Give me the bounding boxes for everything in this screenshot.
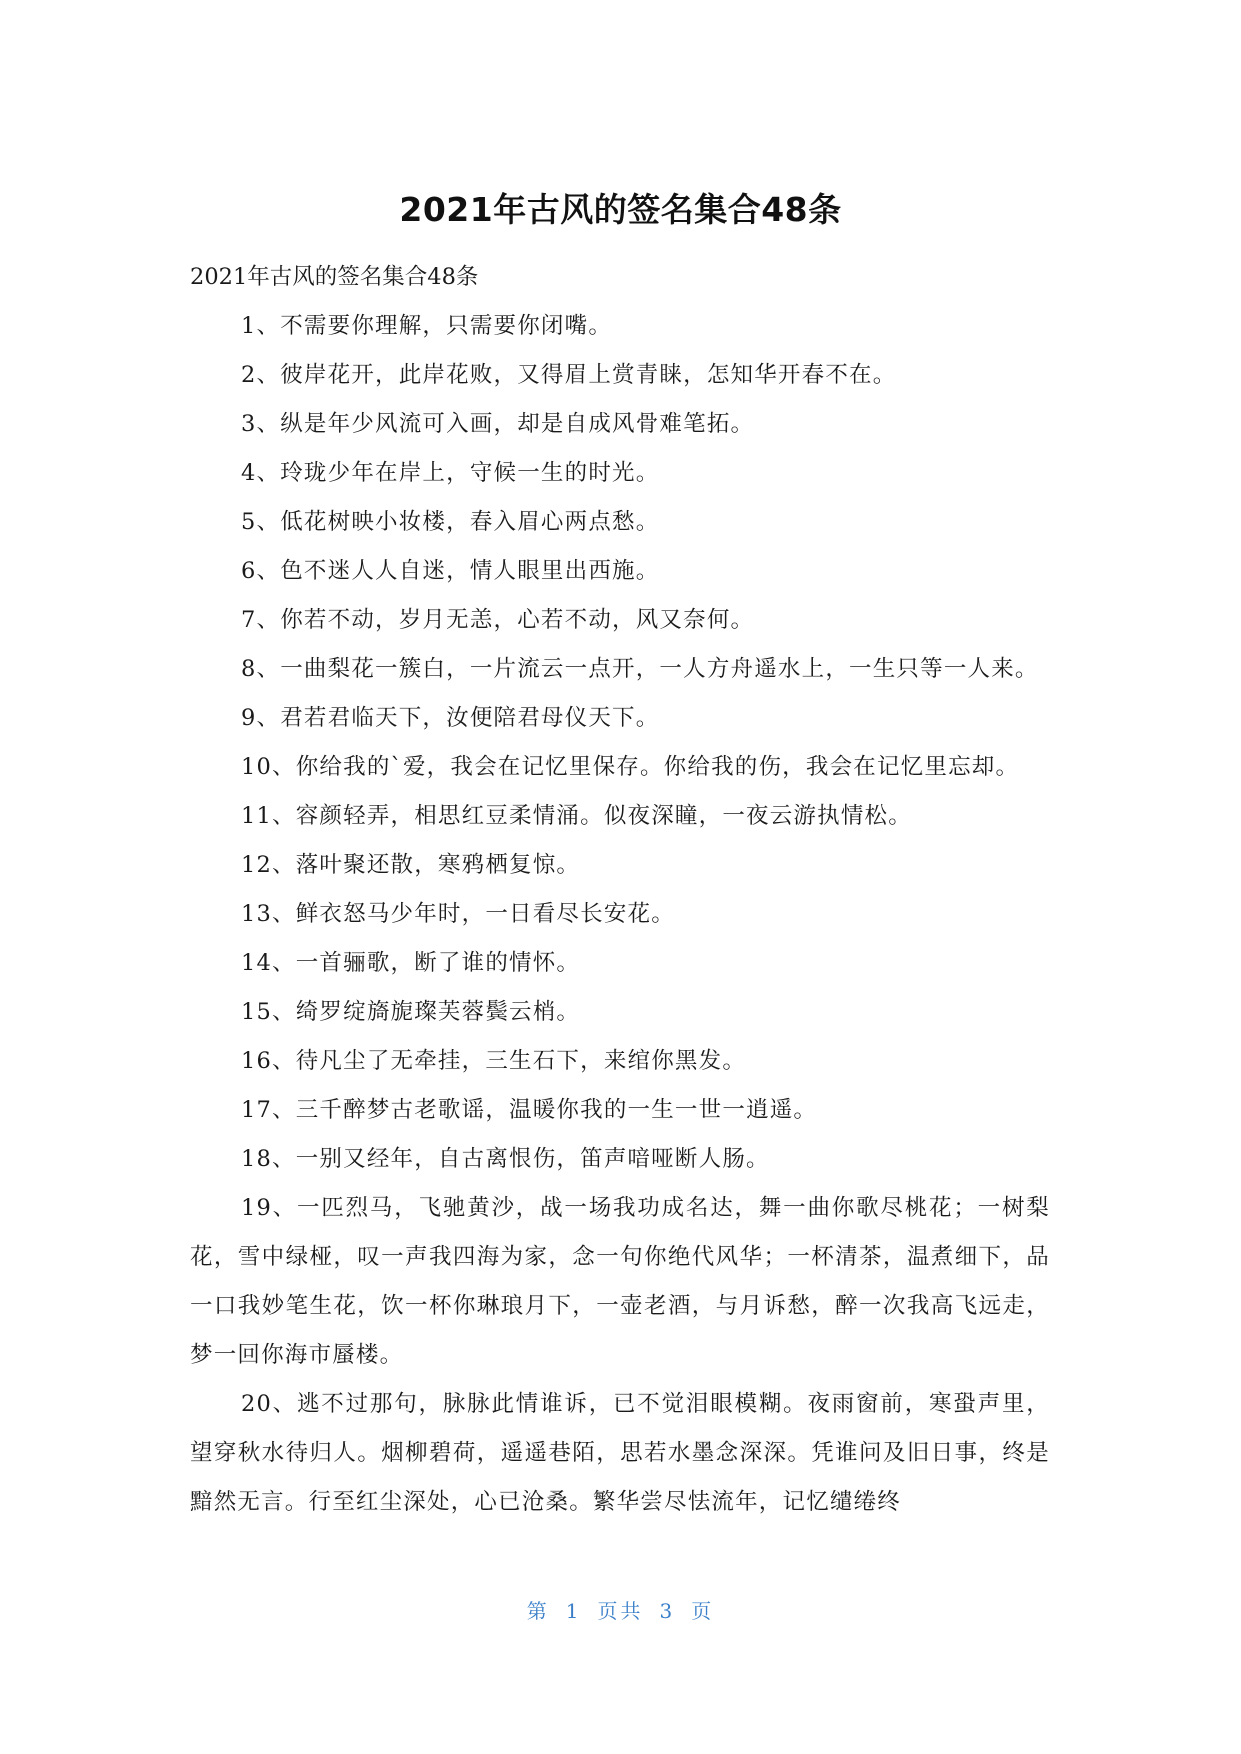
page-number-total: 3 bbox=[659, 1599, 676, 1623]
list-item: 2、彼岸花开，此岸花败，又得眉上赏青睐，怎知华开春不在。 bbox=[241, 362, 897, 388]
list-item: 15、绮罗绽旖旎璨芙蓉鬓云梢。 bbox=[241, 999, 581, 1025]
list-item: 1、不需要你理解，只需要你闭嘴。 bbox=[241, 313, 613, 339]
list-item: 4、玲珑少年在岸上，守候一生的时光。 bbox=[241, 460, 660, 486]
list-item: 14、一首骊歌，断了谁的情怀。 bbox=[241, 950, 581, 976]
list-item: 20、逃不过那句，脉脉此情谁诉，已不觉泪眼模糊。夜雨窗前，寒蛩声里，望穿秋水待归人。烟柳碧荷，遥遥巷陌，思若水墨念深深。凭谁问及旧日事，终是黯然无言。行至红尘深处，心已沧桑。繁华尝尽怯流年，记忆缱绻终 bbox=[190, 1391, 1050, 1515]
list-item: 10、你给我的`爱，我会在记忆里保存。你给我的伤，我会在记忆里忘却。 bbox=[241, 754, 1020, 780]
page-footer bbox=[0, 1597, 1241, 1625]
list-item: 18、一别又经年，自古离恨伤，笛声喑哑断人肠。 bbox=[241, 1146, 770, 1172]
list-item: 3、纵是年少风流可入画，却是自成风骨难笔拓。 bbox=[241, 411, 755, 437]
list-item: 12、落叶聚还散，寒鸦栖复惊。 bbox=[241, 852, 581, 878]
page-label-suffix: 页 bbox=[691, 1599, 715, 1623]
list-item: 6、色不迷人人自迷，情人眼里出西施。 bbox=[241, 558, 660, 584]
document-body bbox=[190, 253, 1050, 1527]
list-item: 17、三千醉梦古老歌谣，温暖你我的一生一世一逍遥。 bbox=[241, 1097, 818, 1123]
list-item: 5、低花树映小妆楼，春入眉心两点愁。 bbox=[241, 509, 660, 535]
list-item: 19、一匹烈马，飞驰黄沙，战一场我功成名达，舞一曲你歌尽桃花；一树梨花，雪中绿桠，叹一声我四海为家，念一句你绝代风华；一杯清茶，温煮细下，品一口我妙笔生花，饮一杯你琳琅月下，一壶老酒，与月诉愁，醉一次我高飞远走，梦一回你海市蜃楼。 bbox=[190, 1195, 1050, 1368]
list-item: 7、你若不动，岁月无恙，心若不动，风又奈何。 bbox=[241, 607, 755, 633]
list-item: 8、一曲梨花一簇白，一片流云一点开，一人方舟遥水上，一生只等一人来。 bbox=[241, 656, 1039, 682]
page-label-prefix: 第 bbox=[526, 1599, 550, 1623]
list-item: 16、待凡尘了无牵挂，三生石下，来绾你黑发。 bbox=[241, 1048, 747, 1074]
list-item: 11、容颜轻弄，相思红豆柔情涌。似夜深瞳，一夜云游执情松。 bbox=[241, 803, 912, 829]
list-item: 13、鲜衣怒马少年时，一日看尽长安花。 bbox=[241, 901, 675, 927]
list-item: 9、君若君临天下，汝便陪君母仪天下。 bbox=[241, 705, 660, 731]
document-subtitle: 2021年古风的签名集合48条 bbox=[190, 264, 479, 290]
page-number-current: 1 bbox=[565, 1599, 582, 1623]
page-label-mid: 页共 bbox=[597, 1599, 644, 1623]
document-title: 2021年古风的签名集合48条 bbox=[399, 190, 842, 229]
